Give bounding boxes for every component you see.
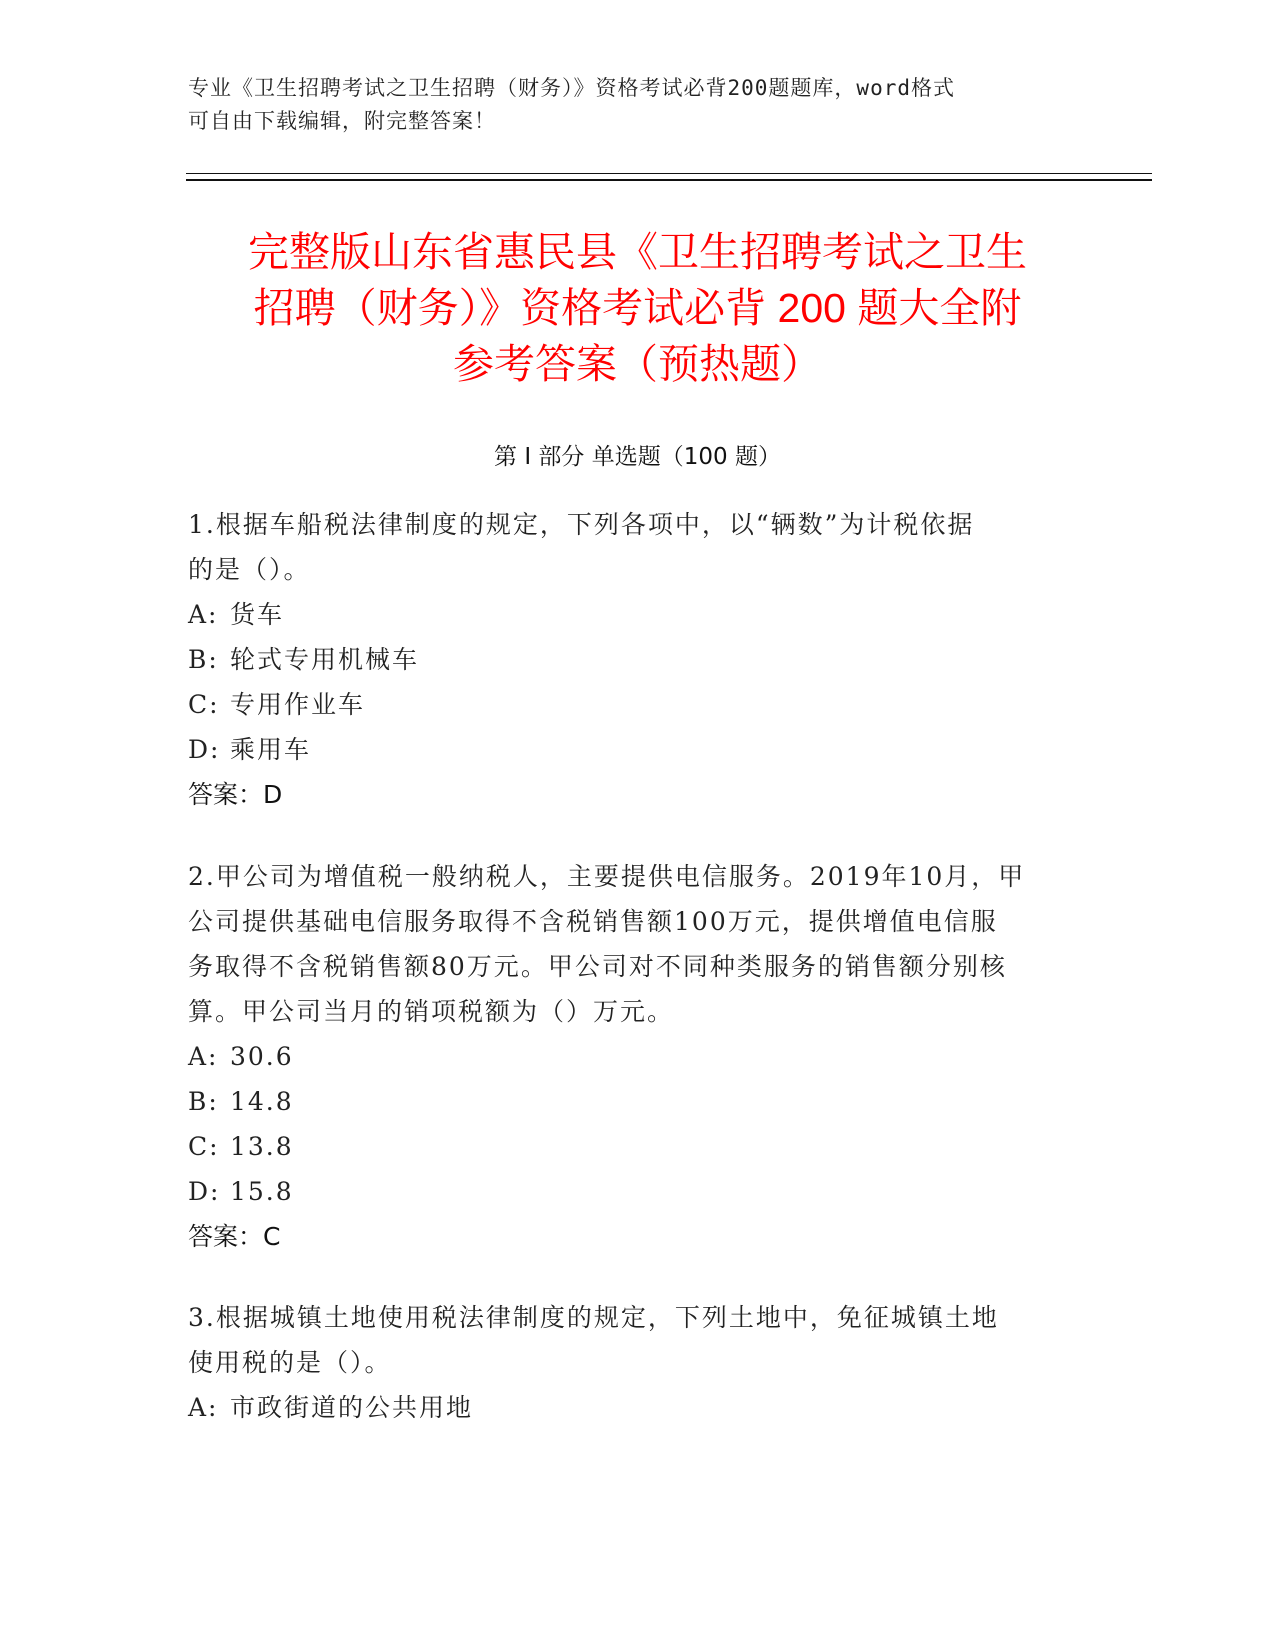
option-text: 30.6 <box>230 1042 294 1071</box>
option-text: 14.8 <box>230 1087 294 1116</box>
option-d <box>188 1169 1088 1214</box>
option-label: D: <box>188 1177 221 1206</box>
question-text-line: 务取得不含税销售额80万元。甲公司对不同种类服务的销售额分别核 <box>188 952 1007 981</box>
option-text: 专用作业车 <box>230 690 366 719</box>
header-line-2: 可自由下载编辑，附完整答案！ <box>188 109 496 133</box>
title-line-1: 完整版山东省惠民县《卫生招聘考试之卫生 <box>248 229 1027 275</box>
option-b <box>188 1079 1088 1124</box>
question-text-line: 的是（）。 <box>188 555 311 584</box>
option-text: 15.8 <box>230 1177 294 1206</box>
document-title <box>150 224 1125 392</box>
option-label: A: <box>188 1042 219 1071</box>
answer: 答案：C <box>188 1222 281 1251</box>
option-text: 货车 <box>230 600 285 629</box>
header-divider-thin <box>186 173 1152 174</box>
header-line-1: 专业《卫生招聘考试之卫生招聘（财务）》资格考试必背200题题库，word格式 <box>188 76 955 100</box>
question-text-line: 使用税的是（）。 <box>188 1348 392 1377</box>
option-label: C: <box>188 690 220 719</box>
option-c <box>188 1124 1088 1169</box>
option-label: B: <box>188 1087 219 1116</box>
question-text-line: 1.根据车船税法律制度的规定，下列各项中，以“辆数”为计税依据 <box>188 510 975 539</box>
question-text-line: 3.根据城镇土地使用税法律制度的规定，下列土地中，免征城镇土地 <box>188 1303 999 1332</box>
option-text: 轮式专用机械车 <box>230 645 420 674</box>
question-text-line: 算。甲公司当月的销项税额为（）万元。 <box>188 997 675 1026</box>
option-label: C: <box>188 1132 220 1161</box>
option-a <box>188 1034 1088 1079</box>
answer: 答案：D <box>188 780 283 809</box>
title-line-2: 招聘（财务）》资格考试必背 200 题大全附 <box>253 285 1022 331</box>
option-label: A: <box>188 600 219 629</box>
option-label: A: <box>188 1393 219 1422</box>
document-header <box>188 72 1068 138</box>
question-1 <box>188 502 1088 817</box>
option-b <box>188 637 1088 682</box>
option-a <box>188 592 1088 637</box>
option-c <box>188 682 1088 727</box>
option-a <box>188 1385 1088 1430</box>
option-text: 市政街道的公共用地 <box>230 1393 474 1422</box>
question-2 <box>188 854 1088 1259</box>
option-text: 13.8 <box>230 1132 294 1161</box>
header-divider-thick <box>186 179 1152 181</box>
title-line-3: 参考答案（预热题） <box>453 341 822 387</box>
option-label: B: <box>188 645 219 674</box>
question-3 <box>188 1295 1088 1430</box>
option-d <box>188 727 1088 772</box>
question-text-line: 公司提供基础电信服务取得不含税销售额100万元，提供增值电信服 <box>188 907 998 936</box>
option-label: D: <box>188 735 221 764</box>
section-title: 第 I 部分 单选题（100 题） <box>494 444 781 470</box>
option-text: 乘用车 <box>230 735 312 764</box>
question-text-line: 2.甲公司为增值税一般纳税人，主要提供电信服务。2019年10月，甲 <box>188 862 1026 891</box>
